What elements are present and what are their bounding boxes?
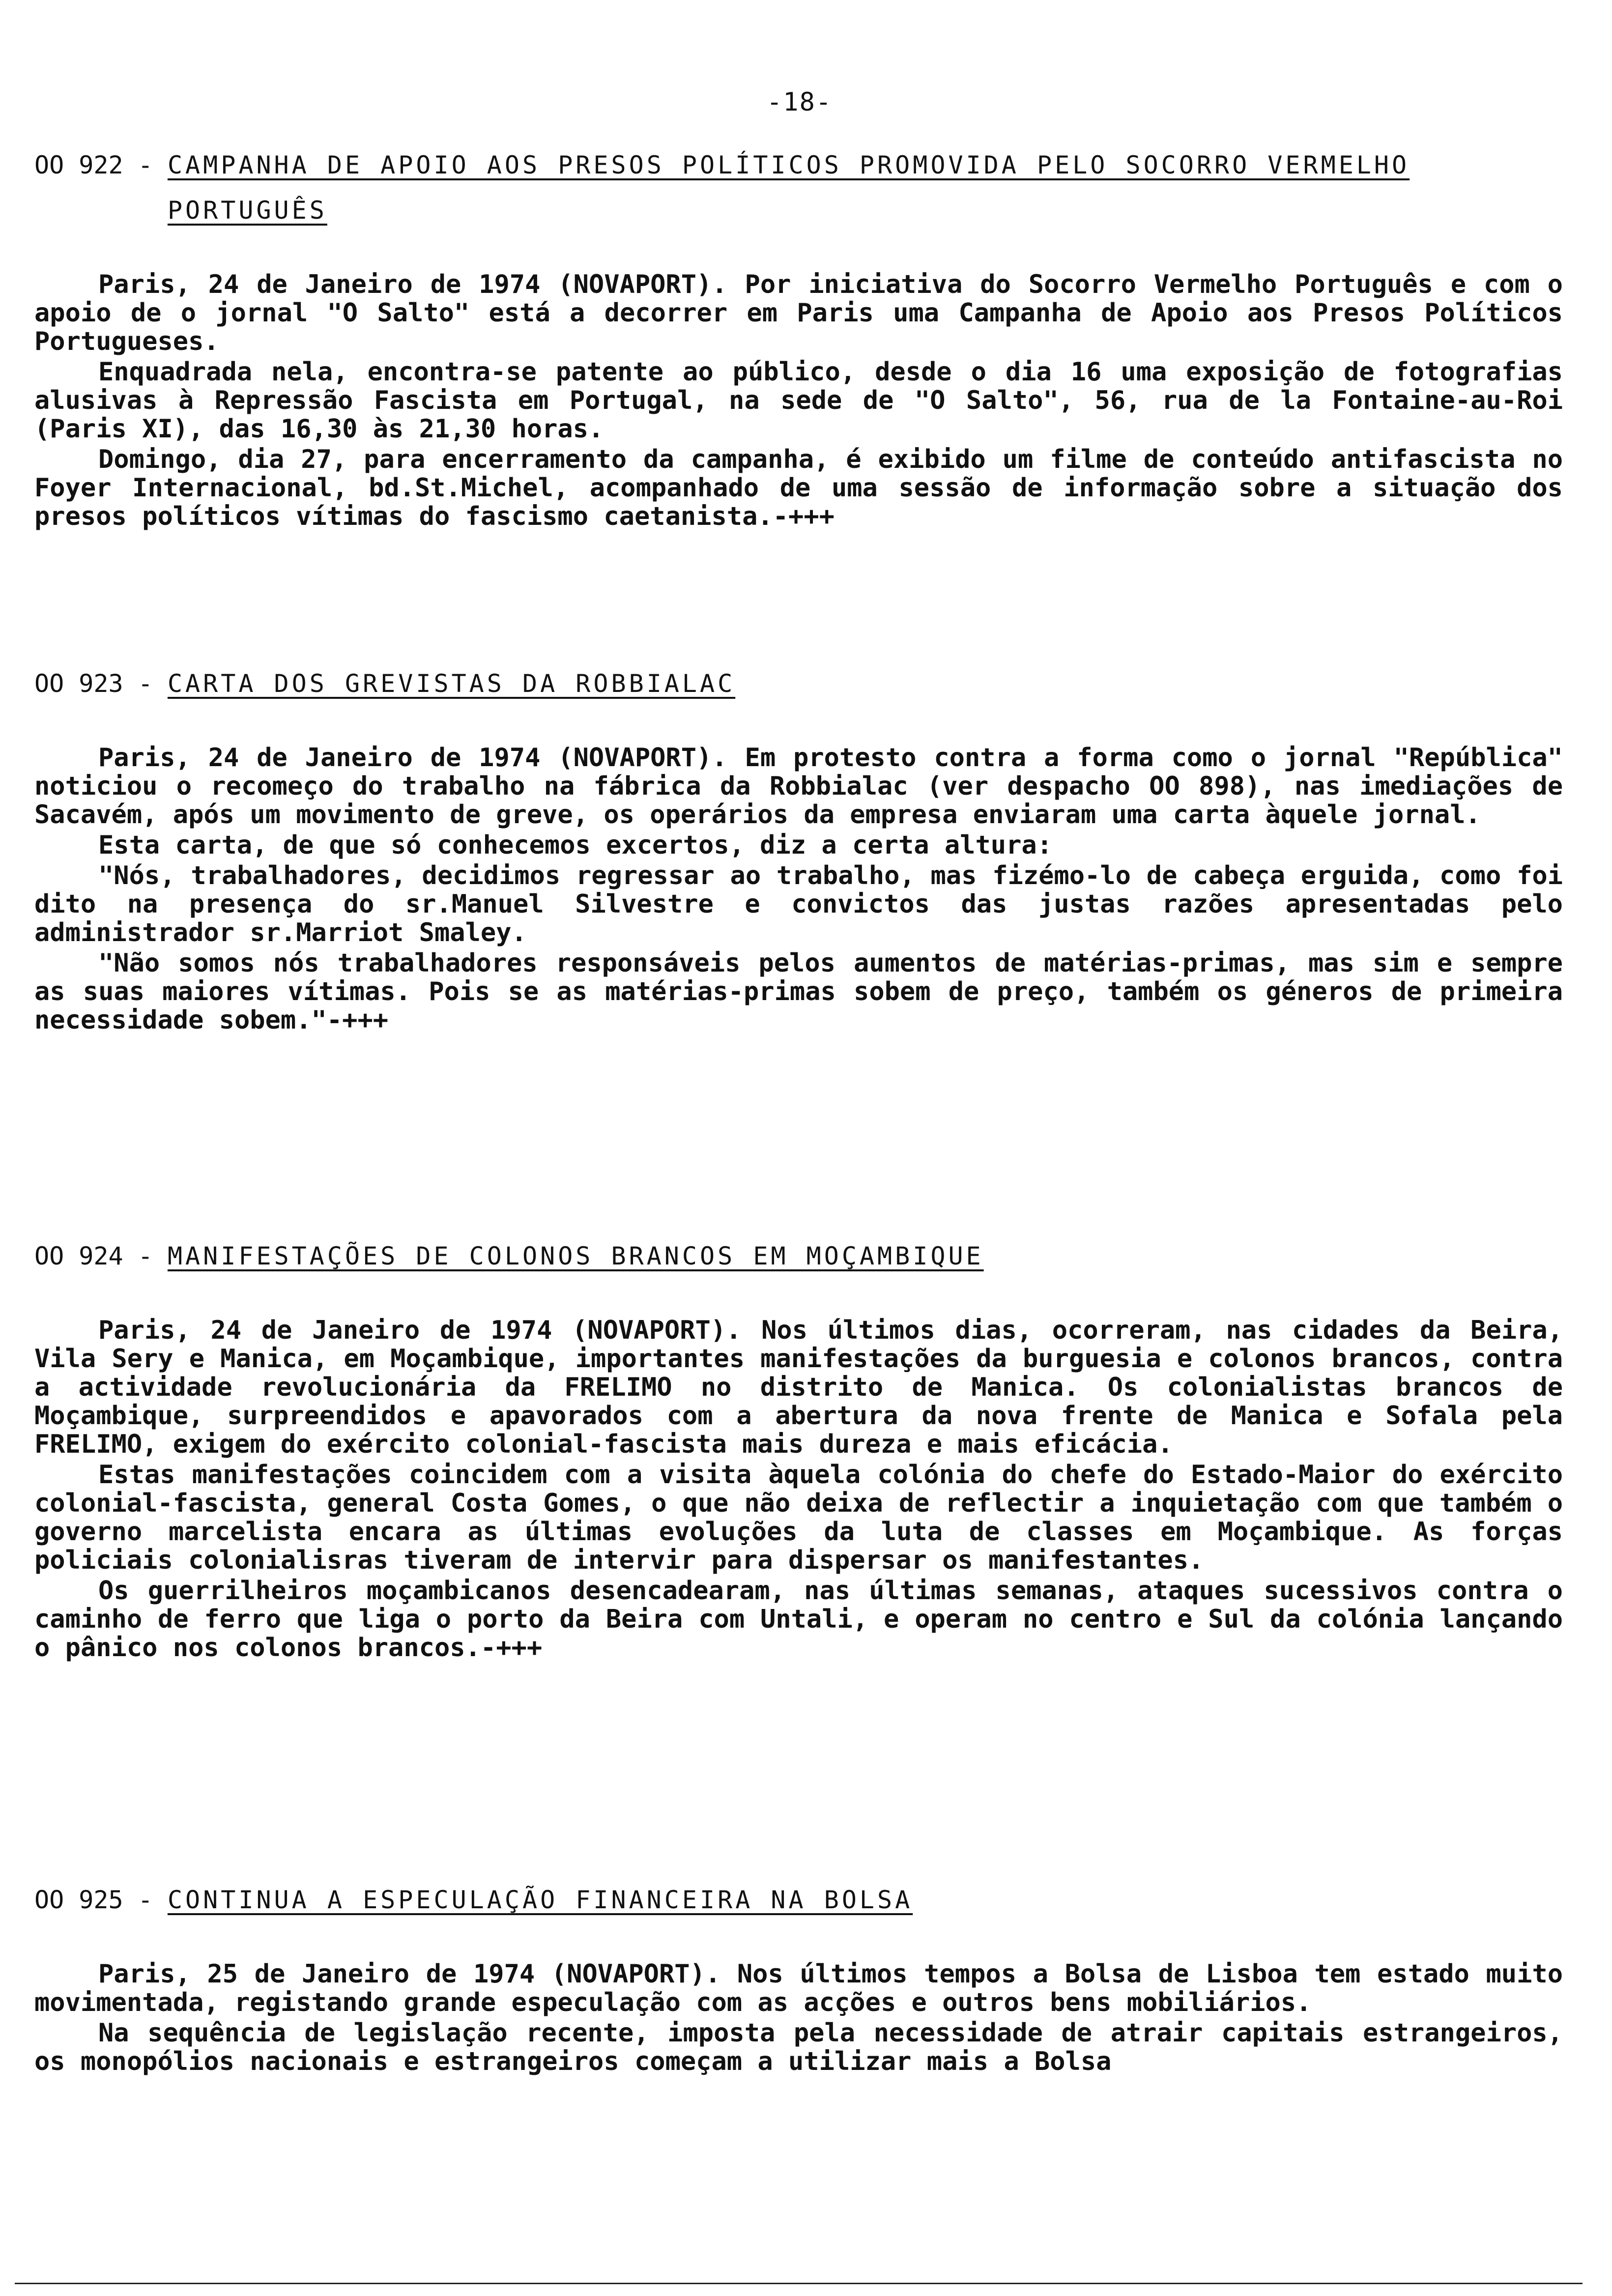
- page-number: -18-: [767, 87, 833, 117]
- dispatch-code: OO 925: [34, 1886, 123, 1914]
- dispatch-title: CAMPANHA DE APOIO AOS PRESOS POLÍTICOS PROMOVIDA PELO SOCORRO VERMELHO PORTUGUÊS: [167, 151, 1410, 225]
- paragraph: Paris, 25 de Janeiro de 1974 (NOVAPORT). Nos últimos tempos a Bolsa de Lisboa tem estado muito movimentada, registando grande especulação com as acções e outros bens mobiliários.: [34, 1959, 1563, 2017]
- dispatch-title: CONTINUA A ESPECULAÇÃO FINANCEIRA NA BOLSA: [167, 1886, 913, 1914]
- paragraph: Na sequência de legislação recente, imposta pela necessidade de atrair capitais estrangeiros, os monopólios nacionais e estrangeiros começam a utilizar mais a Bolsa: [34, 2018, 1563, 2076]
- dispatch-body: [34, 1316, 1563, 1662]
- paragraph: Esta carta, de que só conhecemos excertos, diz a certa altura:: [98, 831, 1053, 860]
- dispatch-heading: [34, 661, 1563, 706]
- dispatch-heading: [34, 143, 1563, 233]
- dispatch-heading: [34, 1234, 1563, 1279]
- dispatch-separator: -: [123, 1886, 168, 1914]
- paragraph: Domingo, dia 27, para encerramento da campanha, é exibido um filme de conteúdo antifascista no Foyer Internacional, bd.St.Michel, acompanhado de uma sessão de informação sobre a situação dos presos políticos vítimas do fascismo caetanista.-+++: [34, 445, 1563, 531]
- paragraph: Paris, 24 de Janeiro de 1974 (NOVAPORT). Por iniciativa do Socorro Vermelho Português e com o apoio de o jornal "O Salto" está a decorrer em Paris uma Campanha de Apoio aos Presos Políticos Portugueses.: [34, 270, 1563, 356]
- dispatch-code: OO 922: [34, 151, 123, 179]
- dispatch-code: OO 923: [34, 669, 123, 698]
- paragraph: Paris, 24 de Janeiro de 1974 (NOVAPORT). Em protesto contra a forma como o jornal "República" noticiou o recomeço do trabalho na fábrica da Robbialac (ver despacho OO 898), nas imediações de Sacavém, após um movimento de greve, os operários da empresa enviaram uma carta àquele jornal.: [34, 743, 1563, 830]
- dispatch-separator: -: [123, 669, 168, 698]
- dispatch-924: [34, 1234, 1563, 1662]
- paragraph: Os guerrilheiros moçambicanos desencadearam, nas últimas semanas, ataques sucessivos contra o caminho de ferro que liga o porto da Beira com Untali, e operam no centro e Sul da colónia lançando o pânico nos colonos brancos.-+++: [34, 1576, 1563, 1663]
- page-bottom-rule: [15, 2283, 1583, 2284]
- paragraph: Estas manifestações coincidem com a visita àquela colónia do chefe do Estado-Maior do exército colonial-fascista, general Costa Gomes, o que não deixa de reflectir a inquietação com que também o governo marcelista encara as últimas evoluções da luta de classes em Moçambique. As forças policiais colonialisras tiveram de intervir para dispersar os manifestantes.: [34, 1460, 1563, 1575]
- dispatch-title: MANIFESTAÇÕES DE COLONOS BRANCOS EM MOÇAMBIQUE: [167, 1242, 984, 1270]
- dispatch-heading: [34, 1877, 1563, 1923]
- dispatch-separator: -: [123, 1242, 168, 1270]
- dispatch-title: CARTA DOS GREVISTAS DA ROBBIALAC: [167, 669, 736, 698]
- dispatch-922: [34, 143, 1563, 531]
- paragraph: Enquadrada nela, encontra-se patente ao público, desde o dia 16 uma exposição de fotografias alusivas à Repressão Fascista em Portugal, na sede de "O Salto", 56, rua de la Fontaine-au-Roi (Paris XI), das 16,30 às 21,30 horas.: [34, 357, 1563, 444]
- quote-paragraph: "Não somos nós trabalhadores responsáveis pelos aumentos de matérias-primas, mas sim e sempre as suas maiores vítimas. Pois se as matérias-primas sobem de preço, também os géneros de primeira necessidade sobem."-+++: [34, 948, 1563, 1035]
- dispatch-separator: -: [123, 151, 168, 179]
- dispatch-body: [34, 270, 1563, 531]
- dispatch-body: [34, 1960, 1563, 2076]
- dispatch-925: [34, 1877, 1563, 2076]
- paragraph: Paris, 24 de Janeiro de 1974 (NOVAPORT). Nos últimos dias, ocorreram, nas cidades da Beira, Vila Sery e Manica, em Moçambique, importantes manifestações da burguesia e colonos brancos, contra a actividade revolucionária da FRELIMO no distrito de Manica. Os colonialistas brancos de Moçambique, surpreendidos e apavorados com a abertura da nova frente de Manica e Sofala pela FRELIMO, exigem do exército colonial-fascista mais dureza e mais eficácia.: [34, 1316, 1563, 1459]
- dispatch-923: [34, 661, 1563, 1034]
- dispatch-body: [34, 744, 1563, 1034]
- dispatch-code: OO 924: [34, 1242, 123, 1270]
- quote-paragraph: "Nós, trabalhadores, decidimos regressar ao trabalho, mas fizémo-lo de cabeça erguida, como foi dito na presença do sr.Manuel Silvestre e convictos das justas razões apresentadas pelo administrador sr.Marriot Smaley.: [34, 861, 1563, 947]
